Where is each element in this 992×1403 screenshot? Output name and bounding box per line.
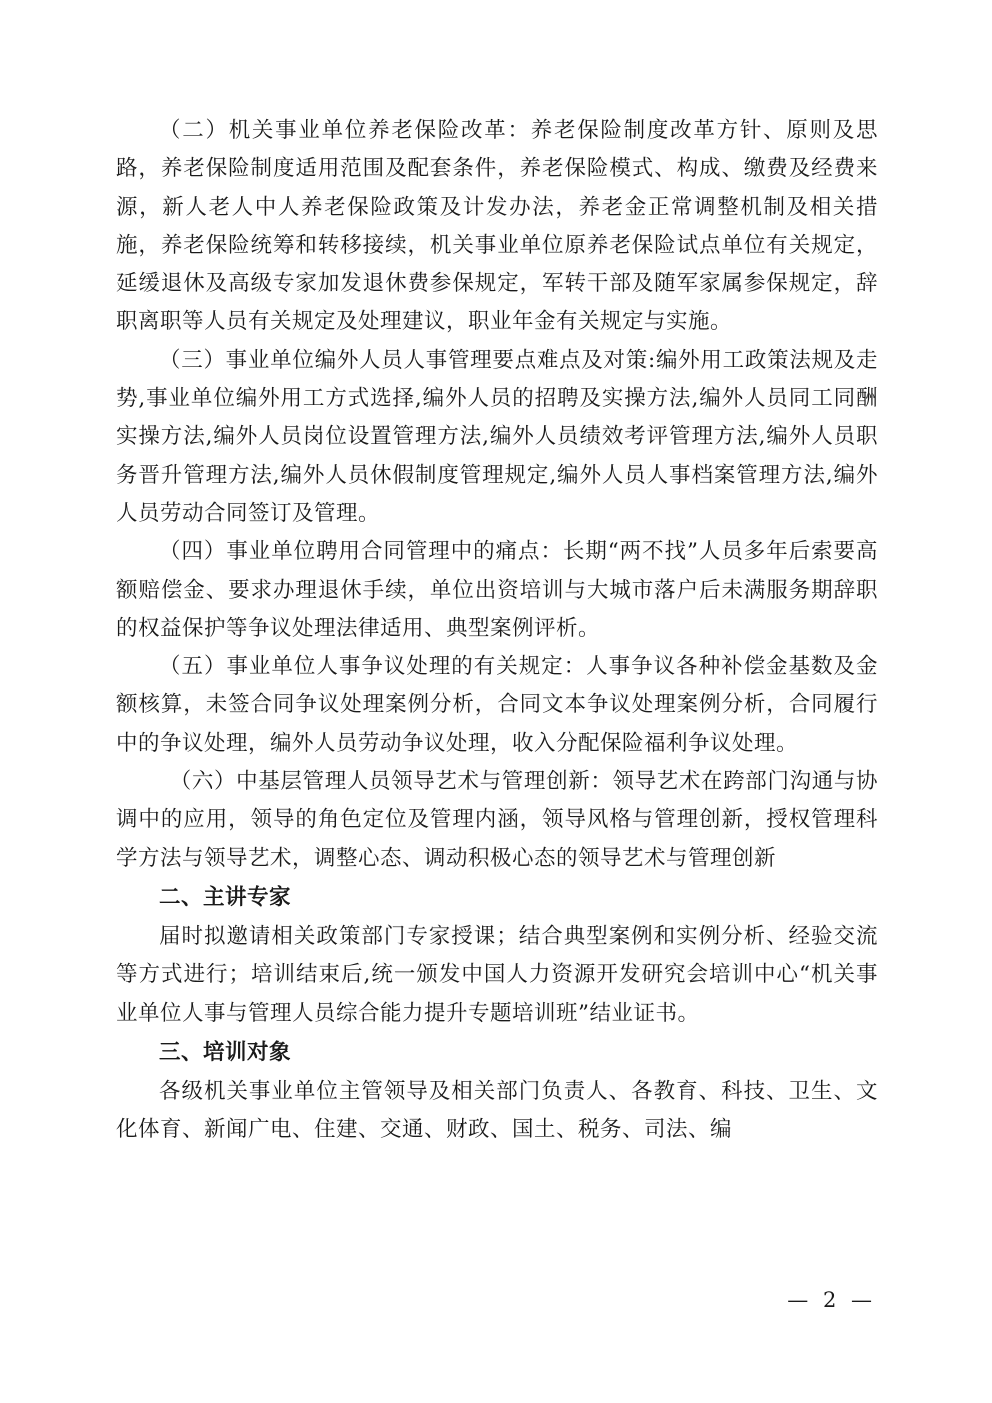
paragraph-contract-pain-points: （四）事业单位聘用合同管理中的痛点：长期“两不找”人员多年后索要高额赔偿金、要求办理退休手续，单位出资培训与大城市落户后未满服务期辞职的权益保护等争议处理法律适用、典型案例评析。 — [116, 539, 878, 641]
page-number: — 2 — — [787, 1288, 876, 1312]
paragraph-pension-reform: （二）机关事业单位养老保险改革：养老保险制度改革方针、原则及思路，养老保险制度适用范围及配套条件，养老保险模式、构成、缴费及经费来源，新人老人中人养老保险政策及计发办法，养老金正常调整机制及相关措施，养老保险统筹和转移接续，机关事业单位原养老保险试点单位有关规定，延缓退休及高级专家加发退休费参保规定，军转干部及随军家属参保规定，辞职离职等人员有关规定及处理建议，职业年金有关规定与实施。 — [116, 118, 878, 335]
paragraph-audience: 各级机关事业单位主管领导及相关部门负责人、各教育、科技、卫生、文化体育、新闻广电、住建、交通、财政、国土、税务、司法、编 — [116, 1078, 878, 1143]
document-page — [116, 112, 878, 1149]
section-heading-experts: 二、主讲专家 — [159, 884, 292, 910]
paragraph-leadership: （六）中基层管理人员领导艺术与管理创新：领导艺术在跨部门沟通与协调中的应用，领导的角色定位及管理内涵，领导风格与管理创新，授权管理科学方法与领导艺术，调整心态、调动积极心态的领导艺术与管理创新 — [116, 769, 878, 871]
paragraph-contract-staff: （三）事业单位编外人员人事管理要点难点及对策:编外用工政策法规及走势,事业单位编外用工方式选择,编外人员的招聘及实操方法,编外人员同工同酬实操方法,编外人员岗位设置管理方法,编外人员绩效考评管理方法,编外人员职务晋升管理方法,编外人员休假制度管理规定,编外人员人事档案管理方法,编外人员劳动合同签订及管理。 — [116, 347, 878, 526]
paragraph-dispute-rules: （五）事业单位人事争议处理的有关规定：人事争议各种补偿金基数及金额核算，未签合同争议处理案例分析，合同文本争议处理案例分析，合同履行中的争议处理，编外人员劳动争议处理，收入分配保险福利争议处理。 — [116, 654, 878, 756]
section-heading-audience: 三、培训对象 — [159, 1039, 292, 1065]
paragraph-experts: 届时拟邀请相关政策部门专家授课；结合典型案例和实例分析、经验交流等方式进行；培训结束后,统一颁发中国人力资源开发研究会培训中心“机关事业单位人事与管理人员综合能力提升专题培训班”结业证书。 — [116, 923, 878, 1026]
